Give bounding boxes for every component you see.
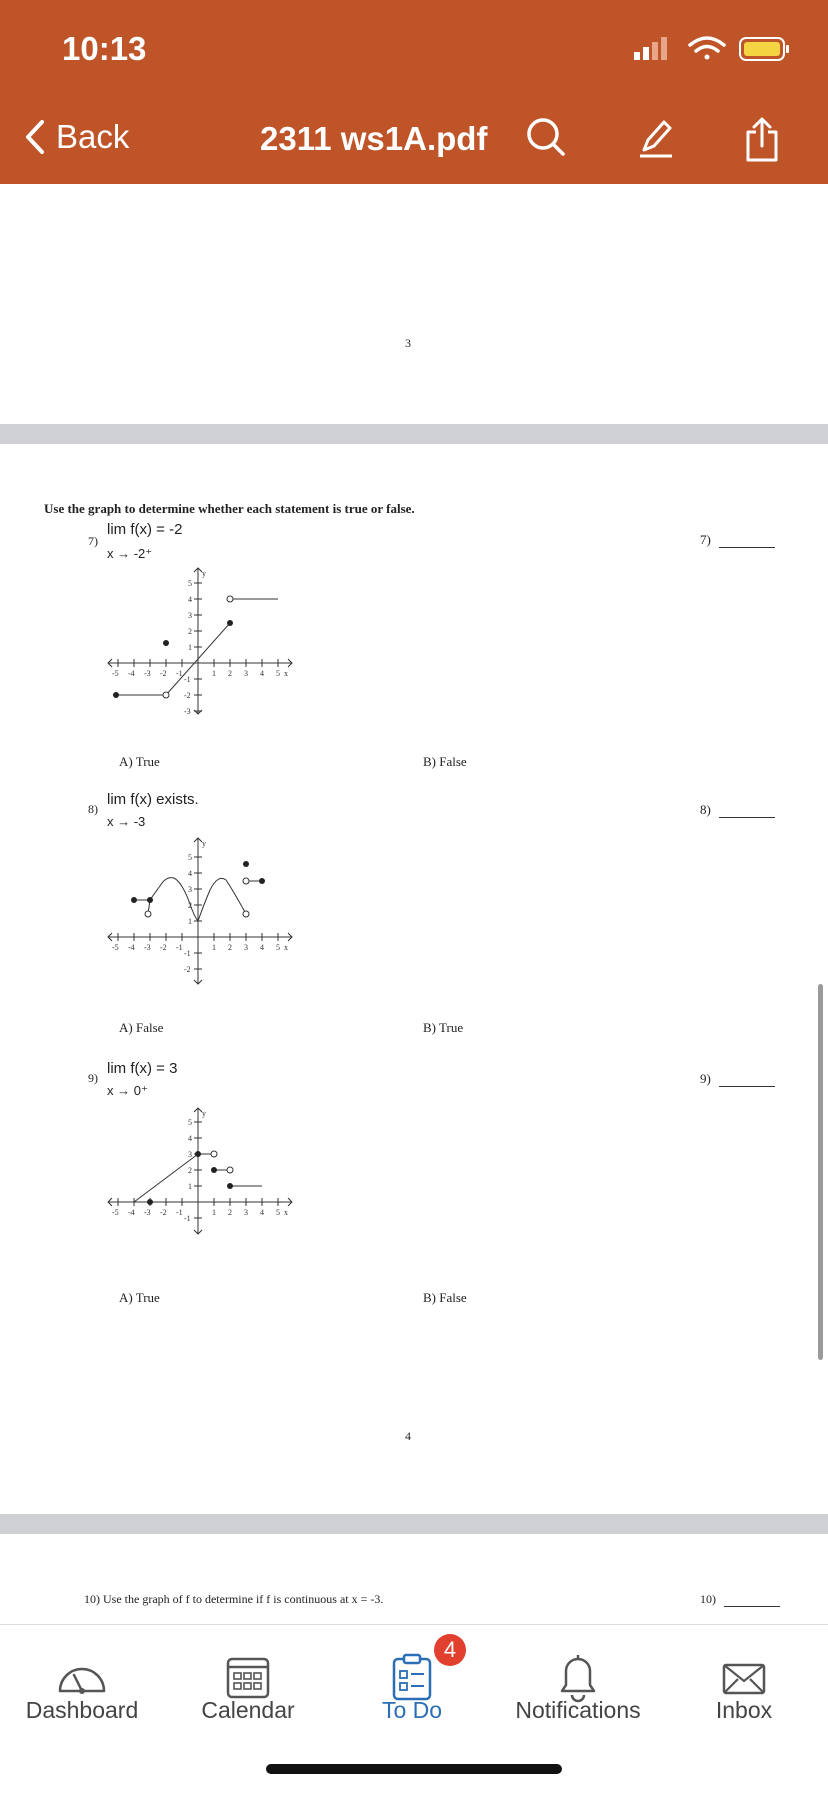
closed-point — [227, 620, 233, 626]
open-point — [227, 596, 233, 602]
svg-text:-2: -2 — [184, 691, 191, 700]
svg-text:-3: -3 — [144, 943, 151, 952]
status-icons — [632, 34, 792, 64]
limit-expression: lim f(x) exists. — [107, 791, 199, 808]
svg-text:1: 1 — [212, 1208, 216, 1217]
svg-text:-5: -5 — [112, 1208, 119, 1217]
svg-text:-4: -4 — [128, 943, 135, 952]
svg-text:4: 4 — [260, 943, 264, 952]
open-point — [163, 692, 169, 698]
closed-point — [131, 897, 137, 903]
question-number: 8) — [88, 802, 98, 816]
question-number: 7) — [88, 534, 98, 548]
y-axis-label: y — [202, 839, 206, 848]
wifi-icon — [690, 38, 724, 60]
svg-text:-1: -1 — [184, 1214, 191, 1223]
svg-text:-3: -3 — [184, 707, 191, 716]
chevron-left-icon — [24, 119, 46, 155]
scrollbar[interactable] — [818, 984, 823, 1360]
svg-text:5: 5 — [188, 1118, 192, 1127]
closed-point — [113, 692, 119, 698]
svg-text:-1: -1 — [176, 943, 183, 952]
instruction-text: Use the graph to determine whether each statement is true or false. — [44, 501, 415, 516]
svg-text:5: 5 — [188, 853, 192, 862]
open-point — [211, 1151, 217, 1157]
svg-text:-3: -3 — [144, 669, 151, 678]
app-header — [0, 0, 828, 184]
choice-a: A) False — [119, 1020, 164, 1035]
closed-point — [227, 1183, 233, 1189]
svg-text:-2: -2 — [160, 943, 167, 952]
svg-text:-2: -2 — [184, 965, 191, 974]
limit-expression: lim f(x) = 3 — [107, 1060, 178, 1077]
closed-point — [163, 640, 169, 646]
page-number: 3 — [405, 336, 411, 350]
tab-label: Dashboard — [25, 1697, 139, 1723]
svg-text:-1: -1 — [176, 1208, 183, 1217]
svg-text:-3: -3 — [144, 1208, 151, 1217]
limit-subscript: x → -2⁺ — [107, 546, 153, 561]
svg-text:3: 3 — [244, 1208, 248, 1217]
svg-text:-4: -4 — [128, 1208, 135, 1217]
svg-text:5: 5 — [188, 579, 192, 588]
answer-blank[interactable]: 8) — [700, 802, 775, 818]
closed-point — [147, 1199, 153, 1205]
dashboard-icon — [12, 1649, 152, 1703]
question-number: 9) — [88, 1071, 98, 1085]
svg-text:3: 3 — [188, 885, 192, 894]
svg-text:1: 1 — [212, 669, 216, 678]
y-axis-label: y — [202, 569, 206, 578]
svg-text:5: 5 — [276, 669, 280, 678]
svg-text:-2: -2 — [160, 669, 167, 678]
x-axis-label: x — [284, 943, 288, 952]
choice-a: A) True — [119, 1290, 160, 1305]
y-axis-label: y — [202, 1109, 206, 1118]
svg-text:2: 2 — [228, 669, 232, 678]
calendar-icon — [178, 1649, 318, 1703]
choice-b: B) False — [423, 1290, 467, 1305]
svg-text:2: 2 — [188, 901, 192, 910]
svg-text:-5: -5 — [112, 669, 119, 678]
open-point — [243, 878, 249, 884]
search-icon[interactable] — [526, 116, 566, 160]
choice-b: B) False — [423, 754, 467, 769]
question-10-text: 10) Use the graph of f to determine if f is continuous at x = -3. — [84, 1592, 384, 1606]
tab-label: Inbox — [715, 1697, 773, 1723]
limit-expression: lim f(x) = -2 — [107, 521, 183, 538]
svg-text:4: 4 — [260, 669, 264, 678]
closed-point — [195, 1151, 201, 1157]
svg-text:-1: -1 — [184, 949, 191, 958]
svg-text:2: 2 — [228, 1208, 232, 1217]
svg-text:2: 2 — [228, 943, 232, 952]
bell-icon — [508, 1649, 648, 1703]
x-axis-label: x — [284, 1208, 288, 1217]
annotate-pen-icon[interactable] — [636, 116, 676, 160]
svg-text:4: 4 — [260, 1208, 264, 1217]
pdf-viewer[interactable] — [0, 184, 828, 1624]
limit-subscript: x → 0⁺ — [107, 1083, 148, 1098]
choice-a: A) True — [119, 754, 160, 769]
svg-text:3: 3 — [188, 1150, 192, 1159]
answer-blank[interactable]: 10) — [700, 1592, 780, 1607]
svg-text:5: 5 — [276, 943, 280, 952]
back-label: Back — [56, 118, 130, 155]
status-time: 10:13 — [62, 30, 147, 67]
svg-text:-1: -1 — [184, 675, 191, 684]
graph-q8 — [100, 834, 300, 994]
svg-text:4: 4 — [188, 869, 192, 878]
svg-text:4: 4 — [188, 1134, 192, 1143]
svg-text:1: 1 — [188, 1182, 192, 1191]
answer-blank[interactable]: 9) — [700, 1071, 775, 1087]
svg-text:1: 1 — [188, 917, 192, 926]
closed-point — [147, 897, 153, 903]
closed-point — [243, 861, 249, 867]
svg-text:-2: -2 — [160, 1208, 167, 1217]
closed-point — [211, 1167, 217, 1173]
share-icon[interactable] — [742, 116, 782, 164]
svg-text:4: 4 — [188, 595, 192, 604]
svg-text:3: 3 — [244, 669, 248, 678]
open-point — [145, 911, 151, 917]
tab-label: Notifications — [515, 1697, 641, 1723]
limit-subscript: x → -3 — [107, 814, 146, 829]
svg-text:-4: -4 — [128, 669, 135, 678]
page-separator — [0, 424, 828, 444]
svg-text:-5: -5 — [112, 943, 119, 952]
choice-b: B) True — [423, 1020, 464, 1035]
mail-icon — [674, 1649, 814, 1703]
home-indicator[interactable] — [266, 1764, 562, 1774]
document-title: 2311 ws1A.pdf — [260, 120, 488, 157]
graph-q9 — [100, 1104, 300, 1244]
svg-text:1: 1 — [188, 643, 192, 652]
battery-icon — [740, 38, 789, 60]
x-axis-label: x — [284, 669, 288, 678]
svg-text:1: 1 — [212, 943, 216, 952]
signal-icon — [634, 37, 667, 60]
tab-label: Calendar — [201, 1697, 295, 1723]
page-number: 4 — [405, 1429, 411, 1443]
tab-label: To Do — [381, 1697, 443, 1723]
open-point — [243, 911, 249, 917]
open-point — [227, 1167, 233, 1173]
answer-blank[interactable]: 7) — [700, 532, 775, 548]
svg-text:-1: -1 — [176, 669, 183, 678]
graph-q7 — [100, 564, 300, 724]
svg-text:2: 2 — [188, 1166, 192, 1175]
todo-badge: 4 — [434, 1634, 466, 1666]
svg-text:3: 3 — [188, 611, 192, 620]
closed-point — [259, 878, 265, 884]
svg-text:5: 5 — [276, 1208, 280, 1217]
page-separator — [0, 1514, 828, 1534]
back-button[interactable] — [24, 118, 129, 156]
svg-text:3: 3 — [244, 943, 248, 952]
svg-text:2: 2 — [188, 627, 192, 636]
